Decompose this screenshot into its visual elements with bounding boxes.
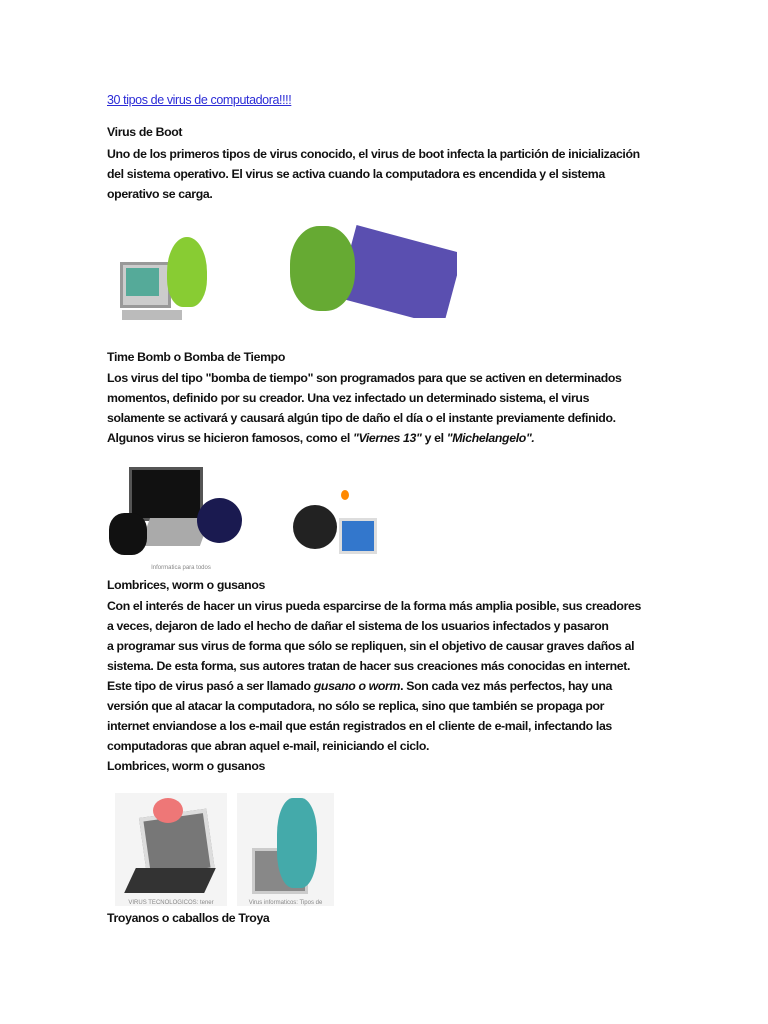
section-heading: Time Bomb o Bomba de Tiempo bbox=[107, 350, 285, 364]
title-link[interactable]: 30 tipos de virus de computadora!!!! bbox=[107, 93, 292, 107]
paragraph-line: a programar sus virus de forma que sólo se repliquen, sin el objetivo de causar graves daños al bbox=[107, 639, 635, 653]
image-caption: Informatica para todos bbox=[151, 565, 211, 571]
text: Algunos virus se hicieron famosos, como el bbox=[107, 431, 353, 445]
text: Este tipo de virus pasó a ser llamado bbox=[107, 679, 314, 693]
text: . Son cada vez más perfectos, hay una bbox=[400, 679, 612, 693]
boot-virus-image bbox=[112, 222, 227, 327]
paragraph-line: momentos, definido por su creador. Una vez infectado un determinado sistema, el virus bbox=[107, 391, 590, 405]
italic-text: "Michelangelo". bbox=[446, 431, 535, 445]
paragraph-line: internet enviandose a los e-mail que están registrados en el cliente de e-mail, infectando las bbox=[107, 719, 612, 733]
image-caption: VIRUS TECNOLOGICOS: tener bbox=[128, 900, 214, 906]
paragraph-line: a veces, dejaron de lado el hecho de dañar el sistema de los usuarios infectados y pasaron bbox=[107, 619, 609, 633]
image-caption: Virus informaticos: Tipos de bbox=[248, 900, 323, 906]
time-bomb-laptop-image bbox=[107, 463, 255, 571]
section-heading: Lombrices, worm o gusanos bbox=[107, 759, 265, 773]
paragraph-line: del sistema operativo. El virus se activa cuando la computadora es encendida y el sistema bbox=[107, 167, 605, 181]
text: y el bbox=[421, 431, 447, 445]
section-heading: Virus de Boot bbox=[107, 125, 183, 139]
worm-laptop-image bbox=[115, 793, 227, 906]
paragraph-line: Uno de los primeros tipos de virus conocido, el virus de boot infecta la partición de inicialización bbox=[107, 147, 640, 161]
paragraph-line: Con el interés de hacer un virus pueda esparcirse de la forma más amplia posible, sus creadores bbox=[107, 599, 641, 613]
section-heading: Troyanos o caballos de Troya bbox=[107, 911, 270, 925]
worm-monster-image bbox=[237, 793, 334, 906]
boot-floppy-image bbox=[275, 218, 457, 318]
italic-text: "Viernes 13" bbox=[352, 431, 422, 445]
paragraph-line: versión que al atacar la computadora, no sólo se replica, sino que también se propaga por bbox=[107, 699, 605, 713]
paragraph-line bbox=[107, 676, 612, 696]
paragraph-line: Los virus del tipo "bomba de tiempo" son programados para que se activen en determinados bbox=[107, 371, 622, 385]
paragraph-line: sistema. De esta forma, sus autores tratan de hacer sus creaciones más conocidas en internet. bbox=[107, 659, 631, 673]
paragraph-line: operativo se carga. bbox=[107, 187, 213, 201]
time-bomb-image bbox=[291, 480, 379, 575]
section-heading: Lombrices, worm o gusanos bbox=[107, 578, 265, 592]
paragraph-line: computadoras que abran aquel e-mail, reiniciando el ciclo. bbox=[107, 739, 430, 753]
paragraph-line: solamente se activará y causará algún tipo de daño el día o el instante previamente definido. bbox=[107, 411, 616, 425]
italic-text: gusano o worm bbox=[313, 679, 401, 693]
paragraph-line bbox=[107, 428, 535, 448]
